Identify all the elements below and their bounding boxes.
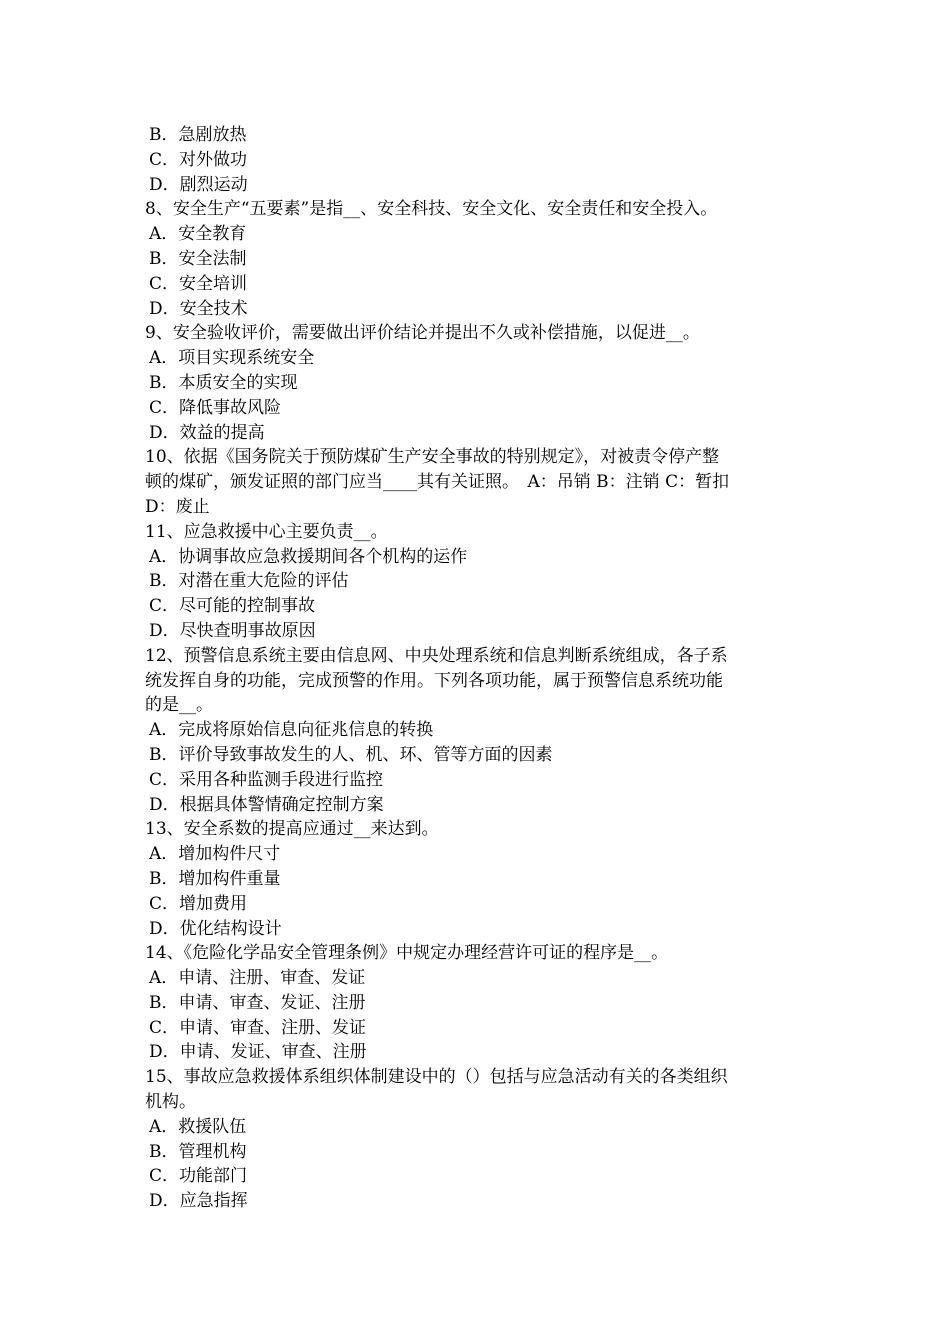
question-text: 的是__。 xyxy=(145,695,213,716)
question-text: 机构。 xyxy=(145,1092,196,1113)
answer-option: B．评价导致事故发生的人、机、环、管等方面的因素 xyxy=(149,744,553,765)
answer-option: D．剧烈运动 xyxy=(149,174,248,195)
answer-option: C．降低事故风险 xyxy=(149,397,282,418)
answer-option: D．优化结构设计 xyxy=(149,918,282,939)
question-text: 14、《危险化学品安全管理条例》中规定办理经营许可证的程序是__。 xyxy=(145,943,669,964)
question-text: D：废止 xyxy=(145,496,210,517)
question-text: 15、事故应急救援体系组织体制建设中的（）包括与应急活动有关的各类组织 xyxy=(145,1067,728,1088)
answer-option: D．效益的提高 xyxy=(149,422,265,443)
question-text: 12、预警信息系统主要由信息网、中央处理系统和信息判断系统组成，各子系 xyxy=(145,645,728,666)
answer-option: A．救援队伍 xyxy=(149,1116,247,1137)
answer-option: B．安全法制 xyxy=(149,248,247,269)
answer-option: C．对外做功 xyxy=(149,149,248,170)
answer-option: C．尽可能的控制事故 xyxy=(149,596,316,617)
answer-option: C．功能部门 xyxy=(149,1166,248,1187)
answer-option: B．增加构件重量 xyxy=(149,868,281,889)
answer-option: A．协调事故应急救援期间各个机构的运作 xyxy=(149,546,468,567)
answer-option: C．采用各种监测手段进行监控 xyxy=(149,769,384,790)
question-text: 8、安全生产“五要素”是指__、安全科技、安全文化、安全责任和安全投入。 xyxy=(145,199,718,220)
answer-option: B．管理机构 xyxy=(149,1141,247,1162)
answer-option: D．应急指挥 xyxy=(149,1191,248,1212)
answer-option: C．安全培训 xyxy=(149,273,248,294)
document-page xyxy=(145,123,810,1214)
answer-option: C．申请、审查、注册、发证 xyxy=(149,1017,367,1038)
answer-option: D．尽快查明事故原因 xyxy=(149,620,316,641)
answer-option: A．完成将原始信息向征兆信息的转换 xyxy=(149,720,434,741)
question-text: 13、安全系数的提高应通过__来达到。 xyxy=(145,819,439,840)
answer-option: B．对潜在重大危险的评估 xyxy=(149,571,349,592)
answer-option: A．增加构件尺寸 xyxy=(149,844,281,865)
question-text: 11、应急救援中心主要负责__。 xyxy=(145,521,388,542)
answer-option: D．申请、发证、审查、注册 xyxy=(149,1042,367,1063)
answer-option: A．申请、注册、审查、发证 xyxy=(149,968,366,989)
question-text: 10、依据《国务院关于预防煤矿生产安全事故的特别规定》，对被责令停产整 xyxy=(145,447,720,468)
answer-option: D．根据具体警情确定控制方案 xyxy=(149,794,384,815)
answer-option: A．项目实现系统安全 xyxy=(149,348,315,369)
question-text: 统发挥自身的功能，完成预警的作用。下列各项功能，属于预警信息系统功能 xyxy=(145,670,723,691)
answer-option: B．本质安全的实现 xyxy=(149,372,298,393)
answer-option: A．安全教育 xyxy=(149,224,247,245)
answer-option: B．申请、审查、发证、注册 xyxy=(149,992,366,1013)
question-text: 9、安全验收评价，需要做出评价结论并提出不久或补偿措施，以促进__。 xyxy=(145,323,700,344)
answer-option: C．增加费用 xyxy=(149,893,248,914)
answer-option: D．安全技术 xyxy=(149,298,248,319)
question-text: 顿的煤矿，颁发证照的部门应当____其有关证照。 A：吊销 B：注销 C：暂扣 xyxy=(145,472,730,493)
answer-option: B．急剧放热 xyxy=(149,125,247,145)
